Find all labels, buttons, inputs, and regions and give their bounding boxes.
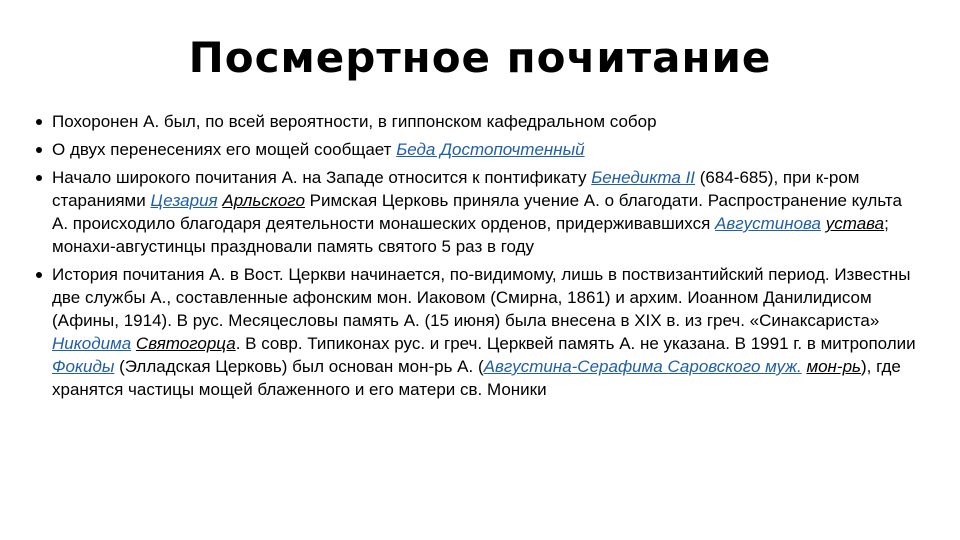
hyperlink[interactable]: Никодима (52, 334, 132, 353)
hyperlink[interactable]: Беда Достопочтенный (396, 140, 585, 159)
hyperlink[interactable]: Бенедикта II (591, 168, 696, 187)
text-run: ), где хранятся частицы мощей блаженного и его матери св. Моники (52, 357, 901, 399)
bullet-item (36, 263, 916, 401)
bullet-item (36, 138, 916, 161)
bullet-item (36, 166, 916, 258)
text-run: (Элладская Церковь) был основан мон-рь А. ( (114, 357, 484, 376)
hyperlink[interactable]: Фокиды (52, 357, 115, 376)
bullet-text (52, 140, 585, 159)
bullet-dot-icon (36, 119, 42, 125)
text-run: История почитания А. в Вост. Церкви начинается, по-видимому, лишь в поствизантийский период. Известны две службы А., составленные афонским мон. Иаковом (Смирна, 1861) и архим. Иоанном Данилидисом (Афины, 1914). В рус. Месяцесловы память А. (15 июня) была внесена в XIX в. из греч. «Синаксариста» (52, 265, 911, 330)
text-run: (684-685), при к-ром стараниями (52, 168, 860, 210)
bullet-dot-icon (36, 147, 42, 153)
bullet-text (52, 265, 916, 399)
bullet-item (36, 110, 916, 133)
emphasis-text: Арльского (222, 191, 305, 210)
bullet-text (52, 168, 902, 256)
emphasis-text: Святогорца (135, 334, 236, 353)
hyperlink[interactable]: Августинова (715, 214, 821, 233)
emphasis-text: мон-рь (806, 357, 861, 376)
bullet-dot-icon (36, 272, 42, 278)
emphasis-text: устава (825, 214, 885, 233)
text-run: Начало широкого почитания А. на Западе относится к понтификату (52, 168, 592, 187)
text-run: . В совр. Типиконах рус. и греч. Церквей память А. не указана. В 1991 г. в митрополии (235, 334, 916, 353)
hyperlink[interactable]: Цезария (150, 191, 218, 210)
text-run: Похоронен А. был, по всей вероятности, в гиппонском кафедральном собор (52, 112, 657, 131)
text-run: Римская Церковь приняла учение А. о благодати. Распространение культа А. происходило благодаря деятельности монашеских орденов, придерживавшихся (52, 191, 902, 233)
text-run: ; монахи-августинцы праздновали память святого 5 раз в году (52, 214, 889, 256)
slide-title: Посмертное почитание (188, 33, 772, 82)
hyperlink[interactable]: Августина-Серафима Саровского муж. (483, 357, 802, 376)
bullet-text (52, 112, 657, 131)
bullet-dot-icon (36, 175, 42, 181)
bullet-list (36, 110, 916, 406)
text-run: О двух перенесениях его мощей сообщает (52, 140, 397, 159)
